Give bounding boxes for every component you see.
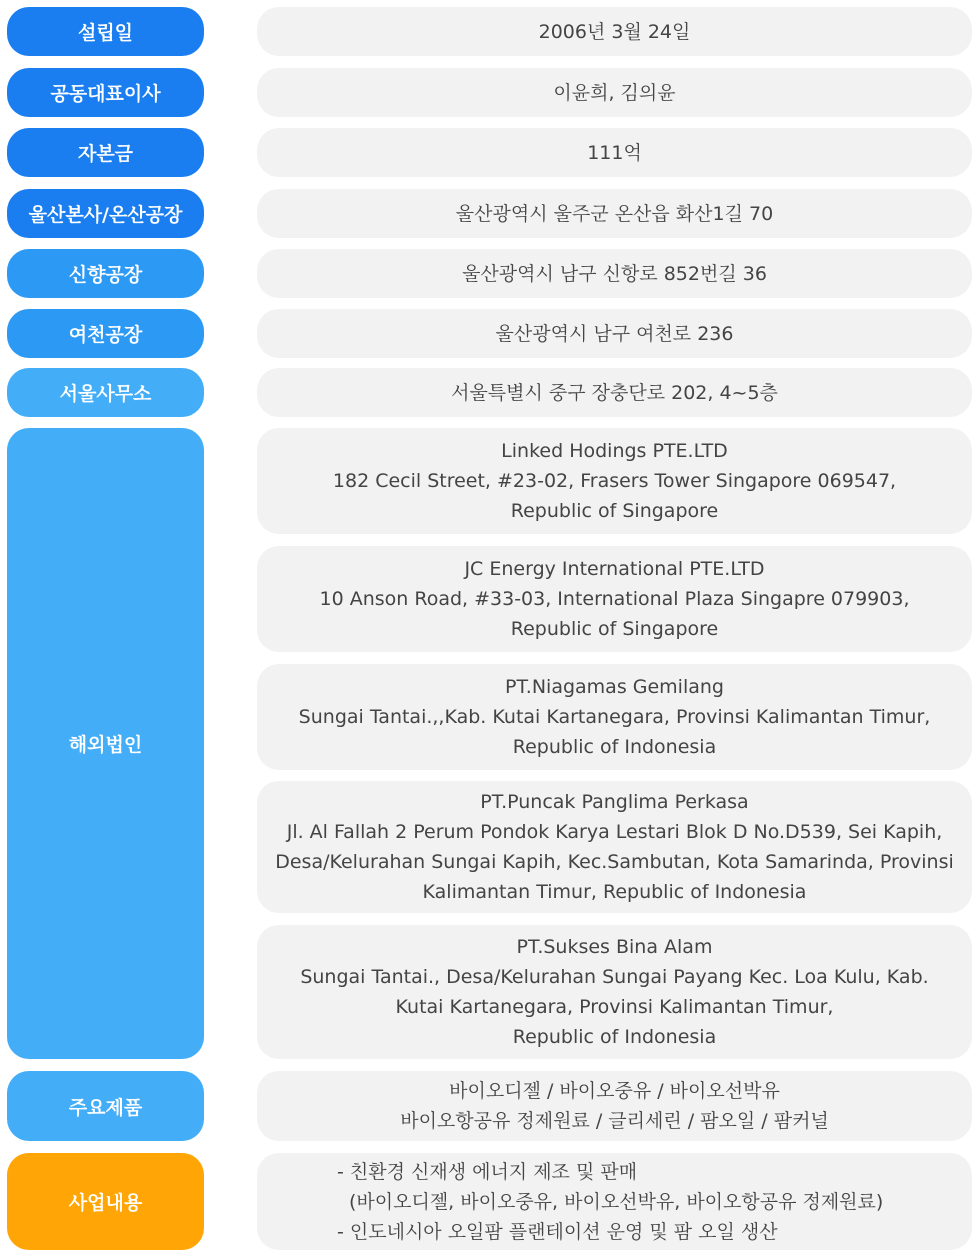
products-line: 바이오항공유 정제원료 / 글리세린 / 팜오일 / 팜커널 bbox=[400, 1110, 829, 1132]
entity-4-address-line: Jl. Al Fallah 2 Perum Pondok Karya Lestari Blok D No.D539, Sei Kapih, bbox=[286, 821, 943, 843]
label-overseas: 해외법인 bbox=[7, 428, 204, 1059]
entity-3-name: PT.Niagamas Gemilang bbox=[504, 676, 724, 698]
value-ceo: 이윤희, 김의윤 bbox=[257, 68, 972, 117]
overseas-entity-1 bbox=[257, 428, 972, 534]
value-products bbox=[257, 1071, 972, 1141]
value-sinhang: 울산광역시 남구 신항로 852번길 36 bbox=[257, 249, 972, 298]
label-sinhang: 신향공장 bbox=[7, 249, 204, 298]
entity-1-address-line: 182 Cecil Street, #23-02, Frasers Tower Singapore 069547, bbox=[332, 470, 897, 492]
label-yeocheon: 여천공장 bbox=[7, 309, 204, 358]
value-business bbox=[257, 1153, 972, 1250]
entity-5-address-line: Kutai Kartanegara, Provinsi Kalimantan Timur, bbox=[395, 996, 834, 1018]
overseas-entity-2 bbox=[257, 546, 972, 652]
label-capital: 자본금 bbox=[7, 128, 204, 177]
value-capital: 111억 bbox=[257, 128, 972, 177]
value-hq: 울산광역시 울주군 온산읍 화산1길 70 bbox=[257, 189, 972, 238]
label-founded: 설립일 bbox=[7, 7, 204, 56]
entity-4-address-line: Kalimantan Timur, Republic of Indonesia bbox=[422, 881, 807, 903]
value-founded: 2006년 3월 24일 bbox=[257, 7, 972, 56]
entity-5-address-line: Sungai Tantai., Desa/Kelurahan Sungai Payang Kec. Loa Kulu, Kab. bbox=[300, 966, 929, 988]
entity-1-name: Linked Hodings PTE.LTD bbox=[501, 440, 728, 462]
entity-4-name: PT.Puncak Panglima Perkasa bbox=[480, 791, 749, 813]
label-hq: 울산본사/온산공장 bbox=[7, 189, 204, 238]
entity-3-address-line: Republic of Indonesia bbox=[512, 736, 717, 758]
value-yeocheon: 울산광역시 남구 여천로 236 bbox=[257, 309, 972, 358]
overseas-entity-5 bbox=[257, 925, 972, 1059]
entity-1-address-line: Republic of Singapore bbox=[510, 500, 719, 522]
entity-2-address-line: Republic of Singapore bbox=[510, 618, 719, 640]
entity-2-address-line: 10 Anson Road, #33-03, International Plaza Singapre 079903, bbox=[319, 588, 910, 610]
entity-4-address-line: Desa/Kelurahan Sungai Kapih, Kec.Sambutan, Kota Samarinda, Provinsi bbox=[275, 851, 954, 873]
business-line: - 친환경 신재생 에너지 제조 및 판매 bbox=[337, 1160, 638, 1183]
label-products: 주요제품 bbox=[7, 1071, 204, 1141]
entity-2-name: JC Energy International PTE.LTD bbox=[464, 558, 765, 580]
products-line: 바이오디젤 / 바이오중유 / 바이오선박유 bbox=[449, 1080, 780, 1102]
overseas-entity-3 bbox=[257, 664, 972, 770]
entity-3-address-line: Sungai Tantai.,,Kab. Kutai Kartanegara, Provinsi Kalimantan Timur, bbox=[298, 706, 931, 728]
label-ceo: 공동대표이사 bbox=[7, 68, 204, 117]
overseas-entity-4 bbox=[257, 781, 972, 913]
entity-5-name: PT.Sukses Bina Alam bbox=[516, 936, 713, 958]
business-line: (바이오디젤, 바이오중유, 바이오선박유, 바이오항공유 정제원료) bbox=[349, 1190, 884, 1213]
entity-5-address-line: Republic of Indonesia bbox=[512, 1026, 717, 1048]
value-seoul: 서울특별시 중구 장충단로 202, 4~5층 bbox=[257, 368, 972, 417]
label-seoul: 서울사무소 bbox=[7, 368, 204, 417]
business-line: - 인도네시아 오일팜 플랜테이션 운영 및 팜 오일 생산 bbox=[337, 1220, 778, 1243]
label-business: 사업내용 bbox=[7, 1153, 204, 1250]
